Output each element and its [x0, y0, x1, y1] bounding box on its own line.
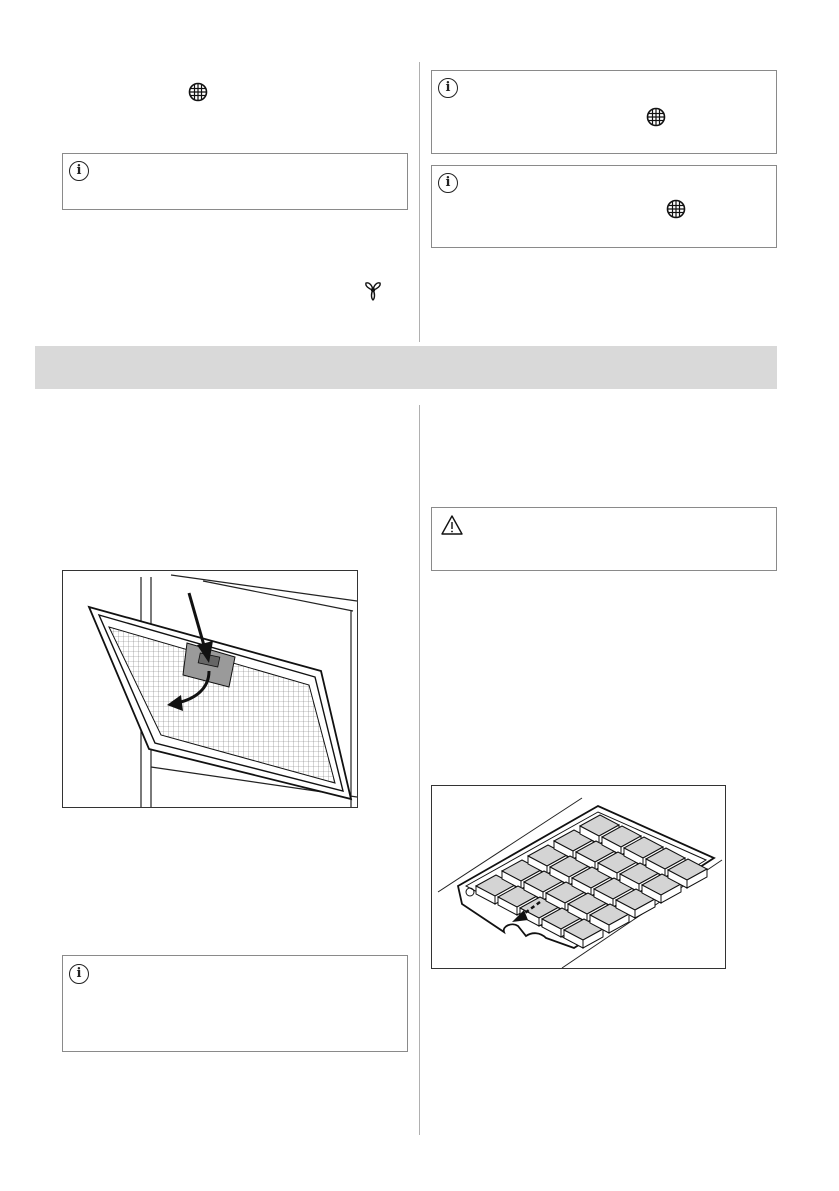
fan-icon — [363, 280, 383, 302]
carbon-filter-figure — [431, 785, 726, 969]
grid-circle-icon — [646, 107, 666, 127]
info-icon: i — [438, 78, 458, 98]
column-divider-bottom — [419, 405, 420, 1135]
warning-note-box — [431, 507, 777, 571]
column-divider-top — [419, 62, 420, 342]
info-icon: i — [69, 161, 89, 181]
section-heading-bar — [35, 346, 777, 389]
info-note-box-1 — [62, 153, 408, 210]
info-icon: i — [69, 964, 89, 984]
grease-filter-illustration — [63, 571, 357, 807]
info-note-box-4 — [62, 955, 408, 1052]
grid-circle-icon — [666, 199, 686, 219]
carbon-filter-illustration — [432, 786, 725, 968]
info-note-box-3 — [431, 165, 777, 248]
grid-circle-icon — [188, 82, 208, 102]
info-icon: i — [438, 173, 458, 193]
grease-filter-figure — [62, 570, 358, 808]
warning-triangle-icon — [440, 514, 464, 536]
info-note-box-2 — [431, 70, 777, 154]
